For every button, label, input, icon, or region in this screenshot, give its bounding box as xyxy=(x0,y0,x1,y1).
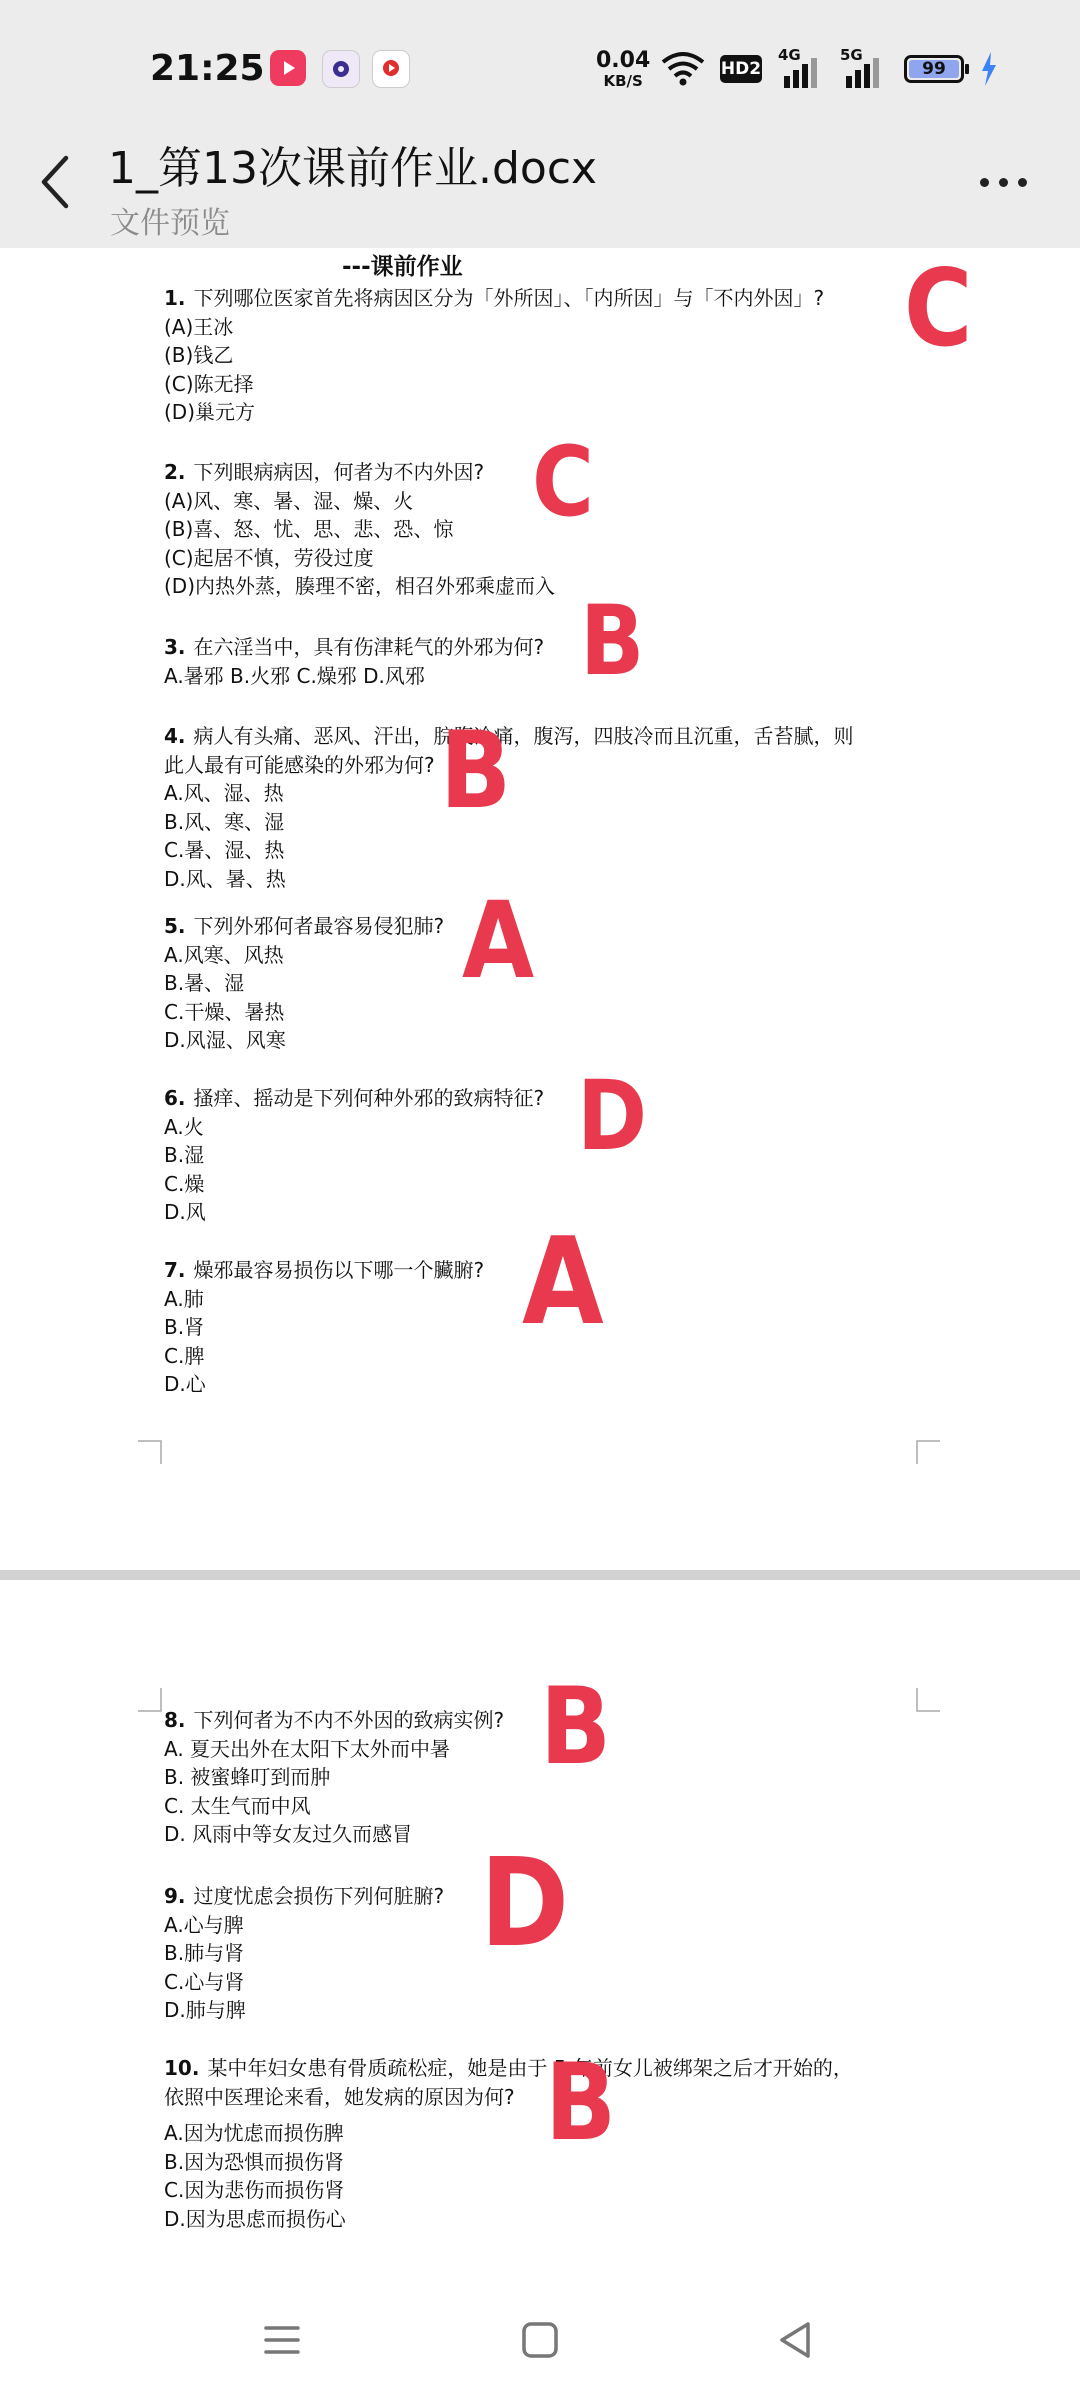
question-number: 3. xyxy=(164,635,186,659)
media-app-icon xyxy=(372,50,410,88)
more-dot xyxy=(980,178,989,187)
question-1-text xyxy=(164,284,824,312)
question-stem: 某中年妇女患有骨质疏松症，她是由于 5 年前女儿被绑架之后才开始的， xyxy=(207,2056,853,2080)
answer-option: (C)陈无择 xyxy=(164,371,254,396)
question-stem: 燥邪最容易损伤以下哪一个臟腑? xyxy=(193,1258,485,1282)
answer-option: A.风、湿、热 xyxy=(164,781,284,805)
browser-app-icon xyxy=(322,50,360,88)
question-stem: 过度忧虑会损伤下列何脏腑? xyxy=(193,1884,445,1908)
question-3-text xyxy=(164,633,544,661)
handwritten-answer-mark: B xyxy=(580,585,645,697)
answer-option: D.风、暑、热 xyxy=(164,866,286,891)
handwritten-answer-mark: B xyxy=(440,709,512,832)
charging-icon xyxy=(980,52,998,86)
answer-option: A.心与脾 xyxy=(164,1912,244,1937)
answer-option: (B)喜、怒、忧、思、悲、恐、惊 xyxy=(164,517,454,541)
answer-option: D.风湿、风寒 xyxy=(164,1028,286,1052)
question-stem: 下列何者为不内不外因的致病实例? xyxy=(193,1708,505,1732)
answer-option: D.风 xyxy=(164,1200,206,1224)
answer-option: D.心 xyxy=(164,1372,206,1396)
question-10-text xyxy=(164,2054,853,2082)
answer-option: A.因为忧虑而损伤脾 xyxy=(164,2121,344,2145)
answer-option: A.肺 xyxy=(164,1286,204,1311)
handwritten-answer-mark: C xyxy=(532,426,594,538)
answer-option: C.燥 xyxy=(164,1171,205,1196)
menu-icon[interactable] xyxy=(252,2310,312,2370)
question-stem: 依照中医理论来看，她发病的原因为何? xyxy=(164,2084,515,2109)
hd-icon xyxy=(720,55,762,83)
network-speed-value: 0.04 xyxy=(596,48,651,73)
question-8-text xyxy=(164,1706,504,1734)
answer-option: (C)起居不慎，劳役过度 xyxy=(164,545,374,570)
signal-5g-label: 5G xyxy=(840,46,863,64)
answer-option: (A)王冰 xyxy=(164,314,234,339)
page-corner-mark xyxy=(916,1688,940,1712)
question-stem: 搔痒、摇动是下列何种外邪的致病特征? xyxy=(193,1086,545,1110)
question-9-text xyxy=(164,1882,444,1910)
video-app-icon xyxy=(270,50,306,86)
answer-option: A.暑邪 B.火邪 C.燥邪 D.风邪 xyxy=(164,663,425,688)
question-stem: 在六淫当中，具有伤津耗气的外邪为何? xyxy=(193,635,545,659)
handwritten-answer-mark: A xyxy=(462,879,535,1002)
wifi-icon xyxy=(660,50,706,86)
answer-option: B.湿 xyxy=(164,1143,205,1167)
page-corner-mark xyxy=(138,1688,162,1712)
signal-4g-label: 4G xyxy=(778,46,801,64)
question-number: 5. xyxy=(164,914,186,938)
question-stem: 此人最有可能感染的外邪为何? xyxy=(164,752,435,777)
hd-label: HD2 xyxy=(720,59,762,79)
question-number: 9. xyxy=(164,1884,186,1908)
answer-option: (D)巢元方 xyxy=(164,400,256,424)
question-number: 6. xyxy=(164,1086,186,1110)
answer-option: B. 被蜜蜂叮到而肿 xyxy=(164,1765,331,1789)
question-number: 8. xyxy=(164,1708,186,1732)
question-number: 4. xyxy=(164,724,186,748)
answer-option: D. 风雨中等女友过久而感冒 xyxy=(164,1822,413,1846)
answer-option: C.因为悲伤而损伤肾 xyxy=(164,2178,345,2202)
question-2-text xyxy=(164,458,484,486)
signal-4g-icon xyxy=(778,46,828,90)
top-bar xyxy=(0,0,1080,248)
answer-option: B.肾 xyxy=(164,1315,205,1339)
question-stem: 下列哪位医家首先将病因区分为「外所因」、「内所因」与「不内外因」? xyxy=(193,286,825,310)
document-subtitle: 文件预览 xyxy=(110,206,230,241)
document-title: 1_第13次课前作业.docx xyxy=(108,143,598,194)
page-divider xyxy=(0,1570,1080,1580)
answer-option: C.脾 xyxy=(164,1343,205,1368)
back-button[interactable] xyxy=(32,150,80,214)
question-number: 7. xyxy=(164,1258,186,1282)
answer-option: B.暑、湿 xyxy=(164,971,245,995)
question-5-text xyxy=(164,912,444,940)
page-corner-mark xyxy=(916,1440,940,1464)
question-stem: 下列眼病病因，何者为不内外因? xyxy=(193,460,485,484)
handwritten-answer-mark: A xyxy=(522,1213,604,1352)
answer-option: (D)内热外蒸，腠理不密，相召外邪乘虚而入 xyxy=(164,574,556,598)
handwritten-answer-mark: B xyxy=(545,2041,617,2164)
back-triangle-icon[interactable] xyxy=(766,2310,826,2370)
answer-option: A.火 xyxy=(164,1114,204,1139)
answer-option: B.风、寒、湿 xyxy=(164,809,285,834)
answer-option: A.风寒、风热 xyxy=(164,942,284,967)
document-page-1[interactable] xyxy=(0,248,1080,1570)
answer-option: D.肺与脾 xyxy=(164,1998,246,2022)
answer-option: (A)风、寒、暑、湿、燥、火 xyxy=(164,488,414,513)
question-stem: 下列外邪何者最容易侵犯肺? xyxy=(193,914,445,938)
network-speed xyxy=(596,50,650,89)
battery-icon xyxy=(904,55,964,83)
answer-option: C. 太生气而中风 xyxy=(164,1793,311,1818)
answer-option: (B)钱乙 xyxy=(164,343,234,367)
question-stem: 病人有头痛、恶风、汗出，脘腹冷痛，腹泻，四肢冷而且沉重，舌苔腻，则 xyxy=(193,724,854,748)
answer-option: C.暑、湿、热 xyxy=(164,838,285,862)
more-dot xyxy=(999,178,1008,187)
answer-option: C.心与肾 xyxy=(164,1969,245,1994)
page-corner-mark xyxy=(138,1440,162,1464)
battery-level: 99 xyxy=(922,59,946,79)
network-speed-unit: KB/S xyxy=(603,72,643,90)
navigation-bar xyxy=(0,2280,1080,2400)
handwritten-answer-mark: D xyxy=(480,1832,570,1974)
more-options-button[interactable] xyxy=(976,170,1032,194)
question-7-text xyxy=(164,1256,484,1284)
more-dot xyxy=(1018,178,1027,187)
handwritten-answer-mark: B xyxy=(540,1665,612,1788)
question-10-text xyxy=(164,2083,515,2111)
question-number: 10. xyxy=(164,2056,200,2080)
question-6-text xyxy=(164,1084,544,1112)
handwritten-answer-mark: C xyxy=(904,247,973,370)
answer-option: C.干燥、暑热 xyxy=(164,999,285,1024)
signal-5g-icon xyxy=(840,46,890,90)
question-number: 2. xyxy=(164,460,186,484)
answer-option: B.肺与肾 xyxy=(164,1941,245,1965)
answer-option: A. 夏天出外在太阳下太外而中暑 xyxy=(164,1736,451,1761)
answer-option: B.因为恐惧而损伤肾 xyxy=(164,2149,345,2174)
document-heading: ---课前作业 xyxy=(342,254,463,280)
question-number: 1. xyxy=(164,286,186,310)
question-4-text xyxy=(164,751,435,779)
status-time: 21:25 xyxy=(150,48,265,89)
home-icon[interactable] xyxy=(510,2310,570,2370)
document-page-2[interactable] xyxy=(0,1580,1080,2280)
answer-option: D.因为思虑而损伤心 xyxy=(164,2206,346,2231)
handwritten-answer-mark: D xyxy=(577,1060,648,1172)
